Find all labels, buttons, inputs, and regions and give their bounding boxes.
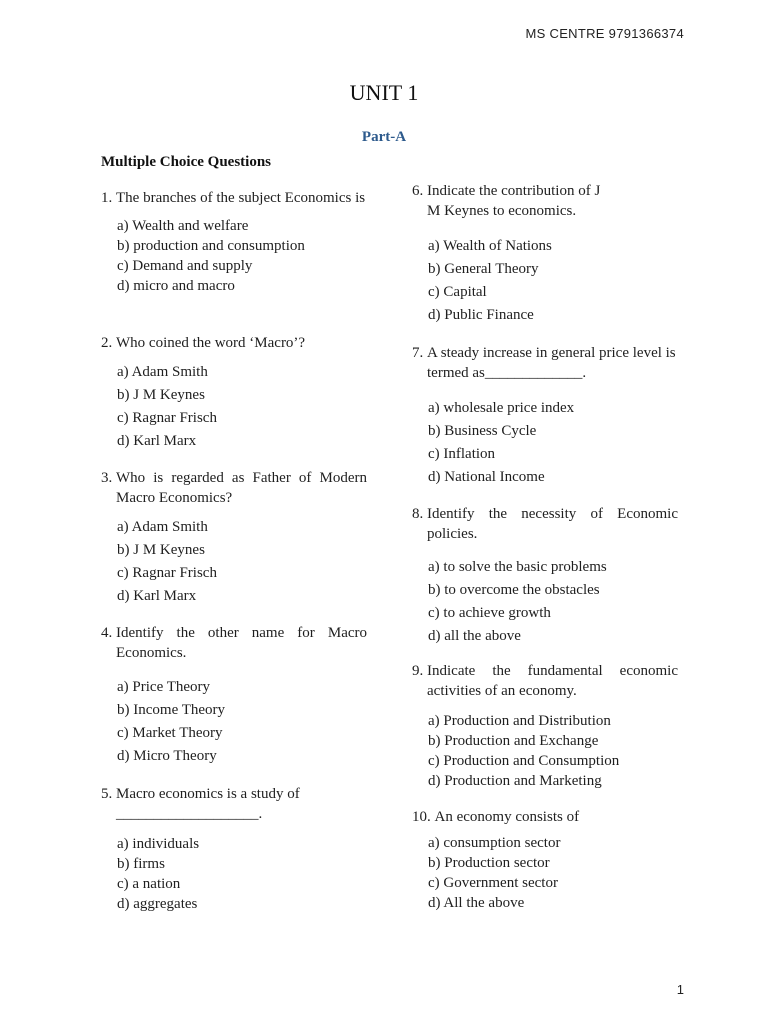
option: d) Public Finance <box>428 307 534 323</box>
options-list <box>117 676 367 768</box>
option: b) firms <box>117 856 165 872</box>
question-number: 6. <box>412 183 427 199</box>
question-number: 5. <box>101 786 116 802</box>
question-number: 10. <box>412 809 435 825</box>
options-list <box>428 833 678 913</box>
question-text: Macro economics is a study of ___________________. <box>116 786 300 822</box>
option: b) J M Keynes <box>117 542 205 558</box>
options-list <box>428 397 678 489</box>
option: a) Price Theory <box>117 679 211 695</box>
question-text: Indicate the fundamental economic activities of an economy. <box>427 663 678 699</box>
option: b) J M Keynes <box>117 387 205 403</box>
option: b) Business Cycle <box>428 423 537 439</box>
option: b) Production sector <box>428 855 550 871</box>
question-stem <box>412 181 678 221</box>
question-stem <box>412 343 678 383</box>
question-number: 2. <box>101 335 116 351</box>
options-list <box>428 556 678 648</box>
option: b) Production and Exchange <box>428 733 599 749</box>
option: a) Adam Smith <box>117 519 208 535</box>
option: c) Ragnar Frisch <box>117 410 217 426</box>
page-header: MS CENTRE 9791366374 <box>525 26 684 41</box>
question-stem <box>412 807 678 827</box>
question-text: The branches of the subject Economics is <box>116 190 366 206</box>
options-list <box>117 516 367 608</box>
question-6 <box>412 181 678 327</box>
options-list <box>117 216 367 296</box>
question-7 <box>412 343 678 489</box>
question-stem <box>412 661 678 701</box>
option: c) Government sector <box>428 875 558 891</box>
question-text: Identify the other name for Macro Economics. <box>116 625 367 661</box>
option: a) Wealth of Nations <box>428 238 552 254</box>
question-number: 3. <box>101 470 116 486</box>
options-list <box>428 711 678 791</box>
question-3 <box>101 468 367 608</box>
question-text: Identify the necessity of Economic policies. <box>427 506 678 542</box>
unit-title: UNIT 1 <box>349 80 419 105</box>
question-10 <box>412 807 678 913</box>
option: d) Production and Marketing <box>428 773 602 789</box>
option: c) a nation <box>117 876 181 892</box>
option: c) Production and Consumption <box>428 753 620 769</box>
question-number: 8. <box>412 506 427 522</box>
question-stem <box>101 188 367 208</box>
question-1 <box>101 188 367 296</box>
question-2 <box>101 333 367 453</box>
question-text: An economy consists of <box>434 809 580 825</box>
question-number: 4. <box>101 625 116 641</box>
option: d) aggregates <box>117 896 198 912</box>
option: b) to overcome the obstacles <box>428 582 600 598</box>
option: a) Adam Smith <box>117 364 208 380</box>
question-number: 7. <box>412 345 427 361</box>
option: d) Micro Theory <box>117 748 217 764</box>
question-number: 9. <box>412 663 427 679</box>
option: b) production and consumption <box>117 238 305 254</box>
option: a) wholesale price index <box>428 400 575 416</box>
question-number: 1. <box>101 190 116 206</box>
question-text: Who is regarded as Father of Modern Macro Economics? <box>116 470 367 506</box>
option: d) All the above <box>428 895 525 911</box>
option: c) Inflation <box>428 446 496 462</box>
question-9 <box>412 661 678 791</box>
question-8 <box>412 504 678 648</box>
option: b) General Theory <box>428 261 539 277</box>
option: b) Income Theory <box>117 702 226 718</box>
question-4 <box>101 623 367 768</box>
question-5 <box>101 784 367 914</box>
option: d) National Income <box>428 469 545 485</box>
option: d) micro and macro <box>117 278 235 294</box>
option: a) to solve the basic problems <box>428 559 607 575</box>
options-list <box>117 834 367 914</box>
option: c) Capital <box>428 284 487 300</box>
question-stem <box>101 784 367 824</box>
options-list <box>117 361 367 453</box>
question-stem <box>101 333 367 353</box>
option: a) Production and Distribution <box>428 713 611 729</box>
page-number: 1 <box>676 982 684 997</box>
part-heading: Part-A <box>361 129 407 145</box>
question-text: Who coined the word ‘Macro’? <box>116 335 306 351</box>
option: d) all the above <box>428 628 521 644</box>
option: d) Karl Marx <box>117 588 197 604</box>
question-stem <box>412 504 678 544</box>
option: c) Demand and supply <box>117 258 253 274</box>
question-stem <box>101 468 367 508</box>
option: c) Market Theory <box>117 725 223 741</box>
option: d) Karl Marx <box>117 433 197 449</box>
question-text: Indicate the contribution of J M Keynes to economics. <box>427 183 601 219</box>
question-stem <box>101 623 367 663</box>
question-text: A steady increase in general price level is termed as_____________. <box>427 345 676 381</box>
option: a) Wealth and welfare <box>117 218 249 234</box>
option: c) to achieve growth <box>428 605 551 621</box>
option: a) individuals <box>117 836 200 852</box>
options-list <box>428 235 678 327</box>
section-heading: Multiple Choice Questions <box>101 154 272 170</box>
option: a) consumption sector <box>428 835 561 851</box>
option: c) Ragnar Frisch <box>117 565 217 581</box>
